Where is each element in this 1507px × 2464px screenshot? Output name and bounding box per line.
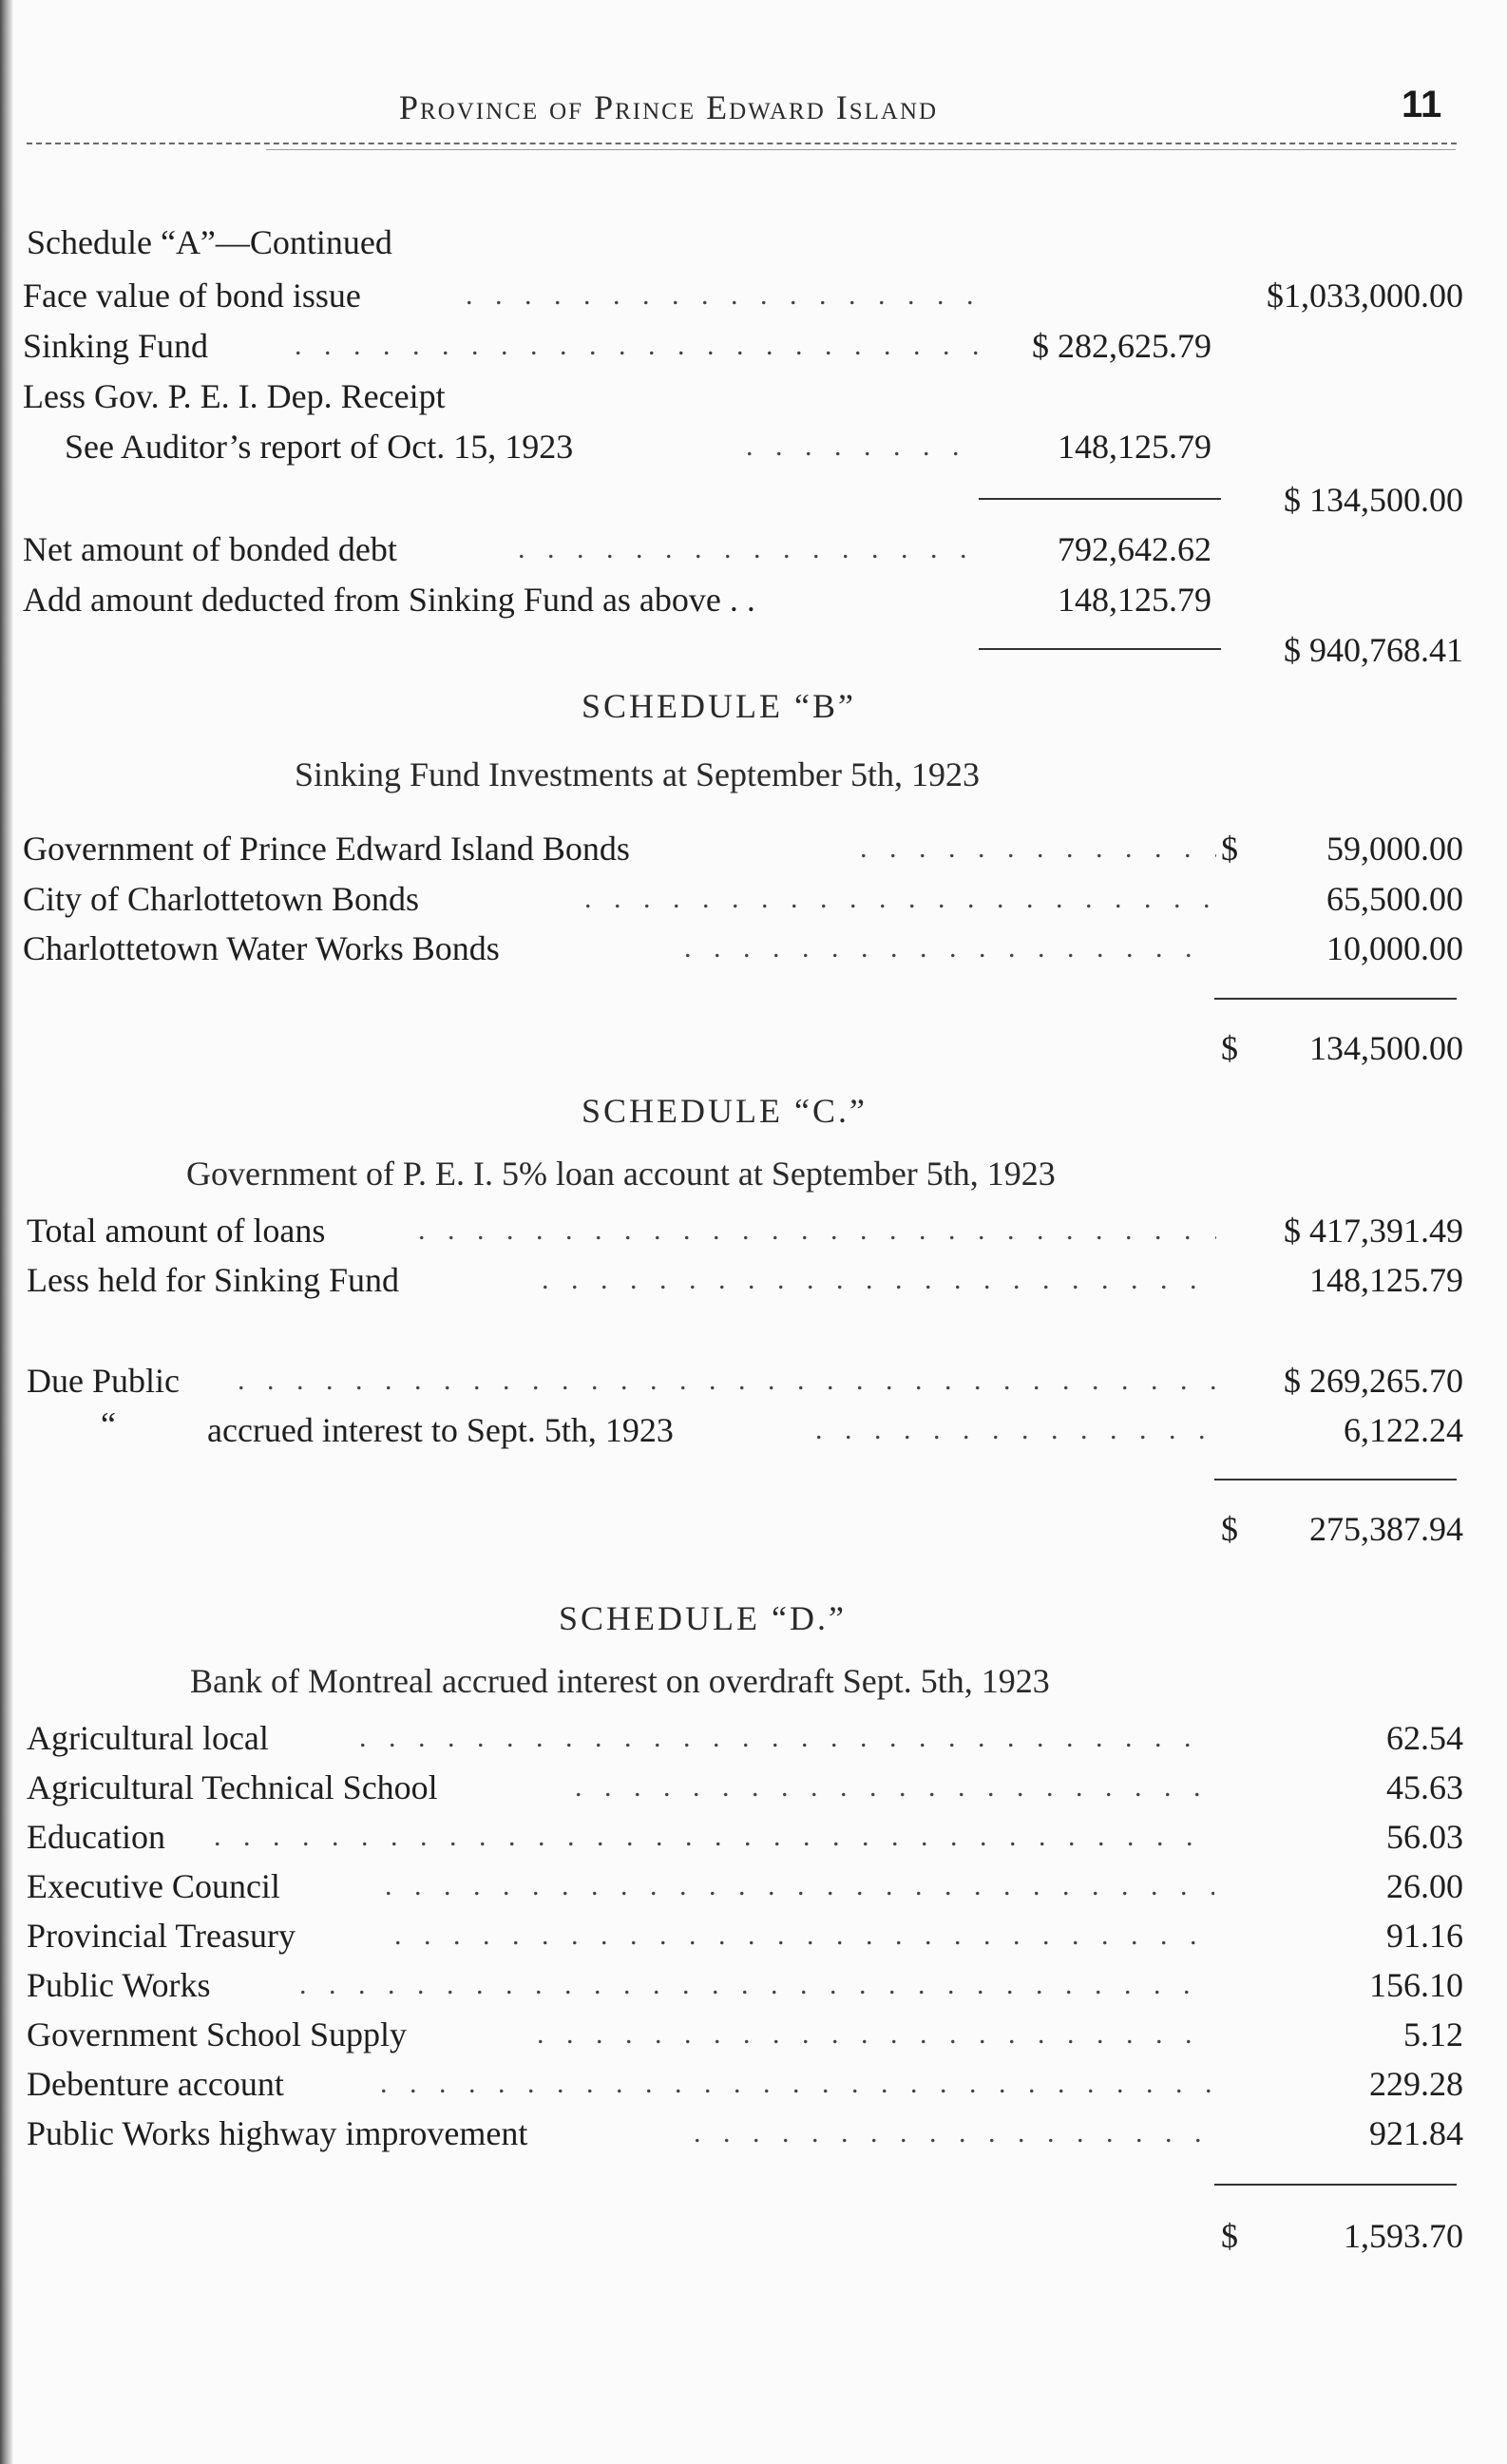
leader-dots <box>238 1365 1216 1399</box>
see-auditor-amount: 148,125.79 <box>1058 428 1211 466</box>
schedule-b-item-amount: 59,000.00 <box>1326 830 1463 868</box>
leader-dots <box>537 2018 1214 2053</box>
less-gov-label: Less Gov. P. E. I. Dep. Receipt <box>23 377 446 415</box>
schedule-b-total-rule <box>1214 998 1457 1000</box>
schedule-d-total-rule <box>1214 2184 1457 2186</box>
schedule-d-item-label: Education <box>27 1818 165 1856</box>
header-rule-thin <box>266 149 1456 150</box>
leader-dots <box>584 883 1216 917</box>
leader-dots <box>385 1870 1214 1904</box>
schedule-d-item-amount: 229.28 <box>1369 2065 1463 2103</box>
leader-dots <box>418 1214 1216 1249</box>
leader-dots <box>746 430 979 465</box>
schedule-c-total-amount: 275,387.94 <box>1309 1510 1463 1548</box>
page-number: 11 <box>1402 84 1442 125</box>
schedule-a-total: $ 940,768.41 <box>1284 631 1463 669</box>
due-public-label: Due Public <box>27 1362 180 1400</box>
schedule-b-item-label: Government of Prince Edward Island Bonds <box>23 830 630 868</box>
page-edge-shadow <box>0 0 13 2464</box>
schedule-d-item-label: Government School Supply <box>27 2015 407 2053</box>
schedule-a-subtotal: $ 134,500.00 <box>1284 481 1463 519</box>
add-amount-value: 148,125.79 <box>1058 581 1211 619</box>
schedule-d-total-currency: $ <box>1221 2217 1238 2255</box>
leader-dots <box>299 1969 1214 2003</box>
leader-dots <box>380 2068 1214 2102</box>
schedule-b-total-currency: $ <box>1221 1029 1238 1067</box>
sinking-fund-amount: $ 282,625.79 <box>1032 327 1211 365</box>
schedule-d-item-label: Executive Council <box>27 1867 280 1905</box>
sinking-fund-label: Sinking Fund <box>23 327 209 365</box>
schedule-d-item-amount: 156.10 <box>1369 1966 1463 2004</box>
schedule-d-item-label: Agricultural local <box>27 1719 269 1757</box>
schedule-a-continued-label: Schedule “A”—Continued <box>27 223 392 261</box>
schedule-d-item-label: Debenture account <box>27 2065 284 2103</box>
running-head: Province of Prince Edward Island <box>399 88 939 126</box>
schedule-b-title: SCHEDULE “B” <box>582 687 856 725</box>
schedule-c-title: SCHEDULE “C.” <box>582 1092 868 1130</box>
schedule-b-item-currency: $ <box>1221 830 1238 868</box>
schedule-d-total-amount: 1,593.70 <box>1344 2217 1463 2255</box>
face-value-amount: $1,033,000.00 <box>1267 277 1463 315</box>
leader-dots <box>860 832 1216 867</box>
total-loans-label: Total amount of loans <box>27 1212 326 1250</box>
header-rule <box>27 143 1457 146</box>
leader-dots <box>518 533 979 567</box>
schedule-d-item-amount: 62.54 <box>1386 1719 1463 1757</box>
schedule-d-item-amount: 56.03 <box>1386 1818 1463 1856</box>
schedule-c-total-rule <box>1214 1479 1457 1480</box>
leader-dots <box>394 1920 1214 1954</box>
schedule-c-subtitle: Government of P. E. I. 5% loan account at September 5th, 1923 <box>186 1155 1056 1193</box>
schedule-d-item-label: Public Works highway improvement <box>27 2114 528 2152</box>
leader-dots <box>815 1414 1216 1448</box>
schedule-d-item-amount: 45.63 <box>1386 1768 1463 1806</box>
schedule-d-item-amount: 921.84 <box>1369 2114 1463 2152</box>
schedule-b-subtitle: Sinking Fund Investments at September 5th, 1923 <box>295 755 980 793</box>
less-held-label: Less held for Sinking Fund <box>27 1261 399 1299</box>
schedule-d-item-amount: 26.00 <box>1386 1867 1463 1905</box>
leader-dots <box>466 279 979 314</box>
face-value-label: Face value of bond issue <box>23 277 361 315</box>
schedule-d-subtitle: Bank of Montreal accrued interest on overdraft Sept. 5th, 1923 <box>190 1662 1050 1700</box>
accrued-interest-amount: 6,122.24 <box>1344 1411 1463 1449</box>
schedule-b-item-label: Charlottetown Water Works Bonds <box>23 929 500 967</box>
total-loans-amount: $ 417,391.49 <box>1284 1212 1463 1250</box>
leader-dots <box>214 1821 1214 1855</box>
schedule-d-item-label: Public Works <box>27 1966 211 2004</box>
see-auditor-label: See Auditor’s report of Oct. 15, 1923 <box>65 428 574 466</box>
add-amount-label: Add amount deducted from Sinking Fund as above . . <box>23 581 755 619</box>
less-held-amount: 148,125.79 <box>1309 1261 1463 1299</box>
leader-dots <box>575 1771 1214 1805</box>
net-bonded-debt-label: Net amount of bonded debt <box>23 530 397 568</box>
leader-dots <box>295 330 979 364</box>
ditto-mark: “ <box>101 1405 116 1443</box>
schedule-b-item-amount: 65,500.00 <box>1326 880 1463 918</box>
leader-dots <box>542 1264 1216 1298</box>
schedule-b-item-label: City of Charlottetown Bonds <box>23 880 419 918</box>
schedule-d-item-amount: 91.16 <box>1386 1917 1463 1955</box>
accrued-interest-label: accrued interest to Sept. 5th, 1923 <box>207 1411 674 1449</box>
schedule-d-item-label: Agricultural Technical School <box>27 1768 438 1806</box>
net-bonded-debt-amount: 792,642.62 <box>1058 530 1211 568</box>
leader-dots <box>694 2117 1214 2151</box>
leader-dots <box>359 1722 1214 1756</box>
leader-dots <box>684 932 1216 966</box>
schedule-b-item-amount: 10,000.00 <box>1326 929 1463 967</box>
schedule-c-total-currency: $ <box>1221 1510 1238 1548</box>
schedule-d-title: SCHEDULE “D.” <box>559 1599 847 1637</box>
schedule-b-total-amount: 134,500.00 <box>1309 1029 1463 1067</box>
schedule-d-item-label: Provincial Treasury <box>27 1917 296 1955</box>
due-public-amount: $ 269,265.70 <box>1284 1362 1463 1400</box>
schedule-d-item-amount: 5.12 <box>1403 2015 1463 2053</box>
